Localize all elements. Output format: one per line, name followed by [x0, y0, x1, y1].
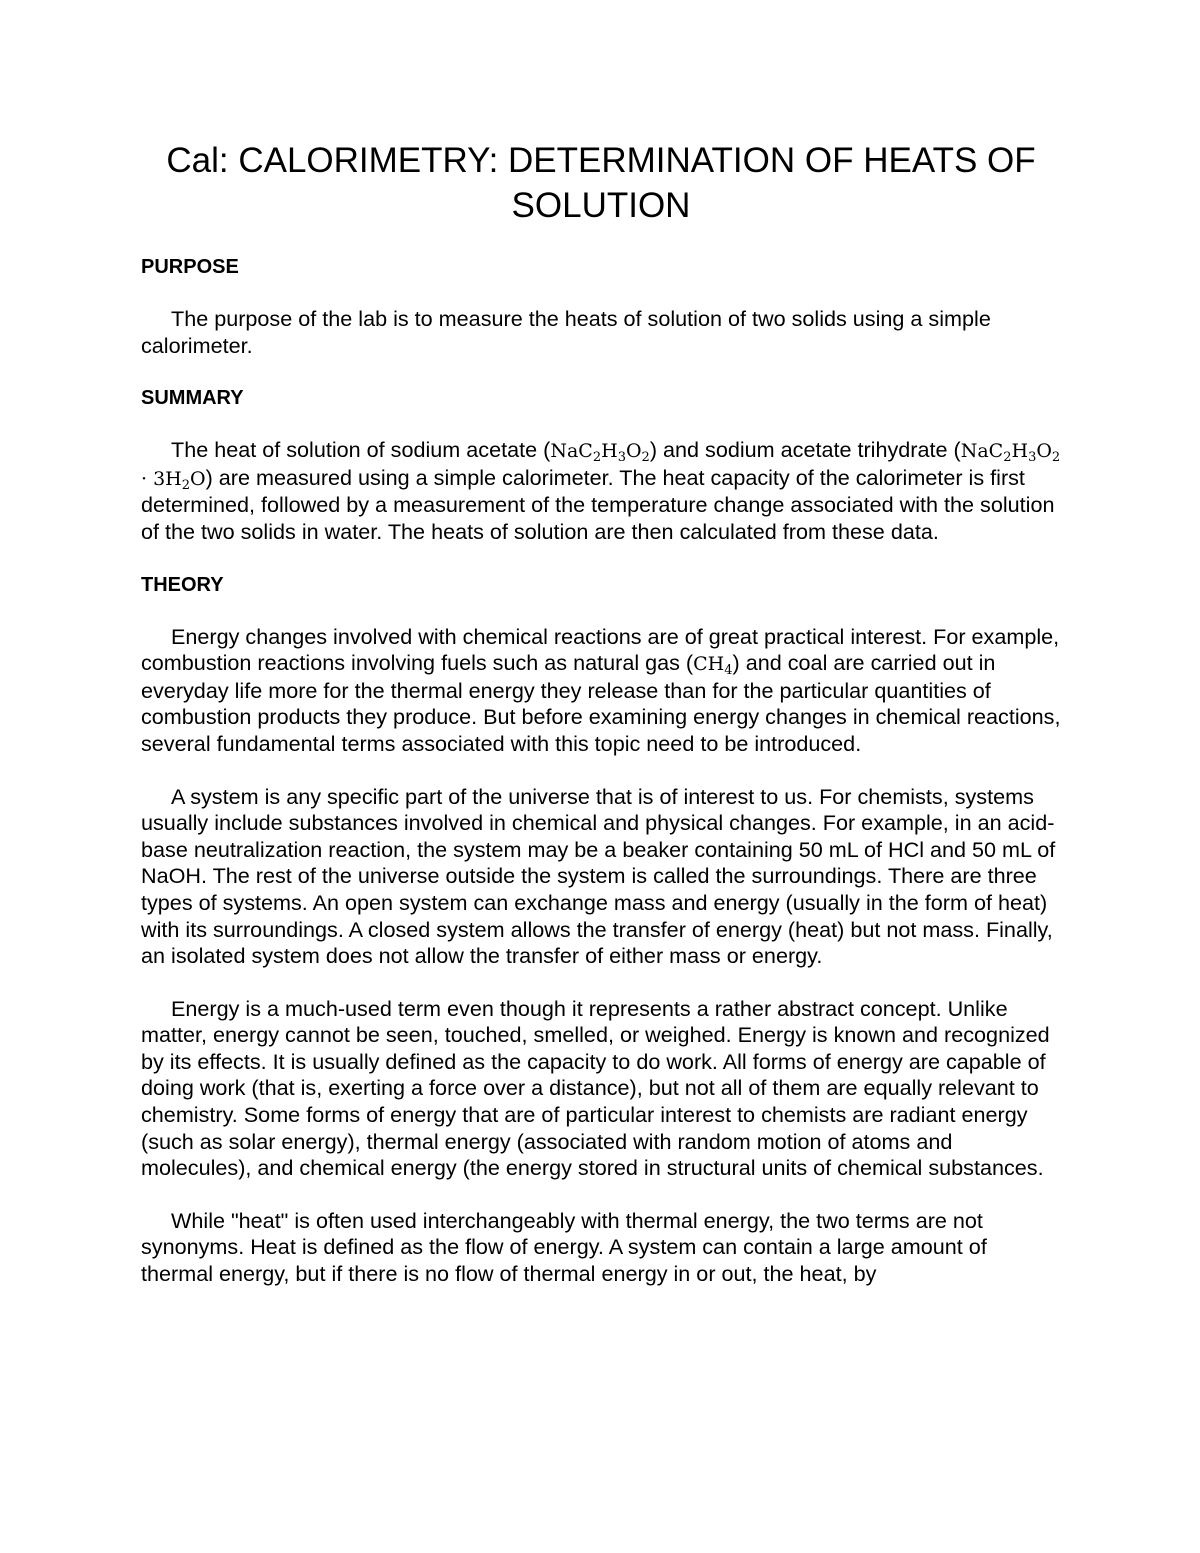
- theory-heading: THEORY: [141, 573, 224, 596]
- theory-paragraph-3: Energy is a much-used term even though it represents a rather abstract concept. Unlike matter, energy cannot be seen, touched, smelled, or weighed. Energy is known and recognized by its effects. It is usually defined as the capacity to do work. All forms of energy are capable of doing work (that is, exerting a force over a distance), but not all of them are equally relevant to chemistry. Some forms of energy that are of particular interest to chemists are radiant energy (such as solar energy), thermal energy (associated with random motion of atoms and molecules), and chemical energy (the energy stored in structural units of chemical substances.: [141, 995, 1050, 1181]
- summary-heading: SUMMARY: [141, 387, 244, 410]
- purpose-heading: PURPOSE: [141, 256, 239, 278]
- methane-formula: $CH_4$: [693, 653, 733, 679]
- summary-paragraph: [141, 437, 1061, 545]
- theory-paragraph-2: A system is any specific part of the universe that is of interest to us. For chemists, systems usually include substances involved in chemical and physical changes. For example, in an acid-base neutralization reaction, the system may be a beaker containing 50 mL of HCl and 50 mL of NaOH. The rest of the universe outside the system is called the surroundings. There are three types of systems. An open system can exchange mass and energy (usually in the form of heat) with its surroundings. A closed system allows the transfer of energy (heat) but not mass. Finally, an isolated system does not allow the transfer of either mass or energy.: [141, 783, 1056, 969]
- summary-text-1: The heat of solution of sodium acetate (: [171, 437, 551, 463]
- theory-paragraph-4: While "heat" is often used interchangeably with thermal energy, the two terms are not synonyms. Heat is defined as the flow of energy. A system can contain a large amount of thermal energy, but if there is no flow of thermal energy in or out, the heat, by: [141, 1207, 987, 1287]
- document-title: Cal: CALORIMETRY: DETERMINATION OF HEATS OF SOLUTION: [166, 141, 1036, 225]
- sodium-acetate-trihydrate-formula: $NaC_2H_3O_2 \cdot 3H_2O$: [141, 440, 1061, 493]
- purpose-paragraph: The purpose of the lab is to measure the heats of solution of two solids using a simple calorimeter.: [141, 306, 991, 358]
- summary-text-3: ) are measured using a simple calorimeter. The heat capacity of the calorimeter is first determined, followed by a measurement of the temperature change associated with the solution of the two solids in water. The heats of solution are then calculated from these data.: [141, 464, 1055, 544]
- sodium-acetate-formula: $NaC_2H_3O_2$: [550, 440, 650, 466]
- document-page: [141, 138, 1061, 1314]
- theory-paragraph-1: Energy changes involved with chemical reactions are of great practical interest. For example, combustion reactions involving fuels such as natural gas $(CH_4)$ and coal are carried out in everyday life more for the thermal energy they release than for the particular quantities of combustion products they produce. But before examining energy changes in chemical reactions, several fundamental terms associated with this topic need to be introduced.: [141, 623, 1061, 756]
- summary-text-2: ) and sodium acetate trihydrate (: [649, 437, 961, 463]
